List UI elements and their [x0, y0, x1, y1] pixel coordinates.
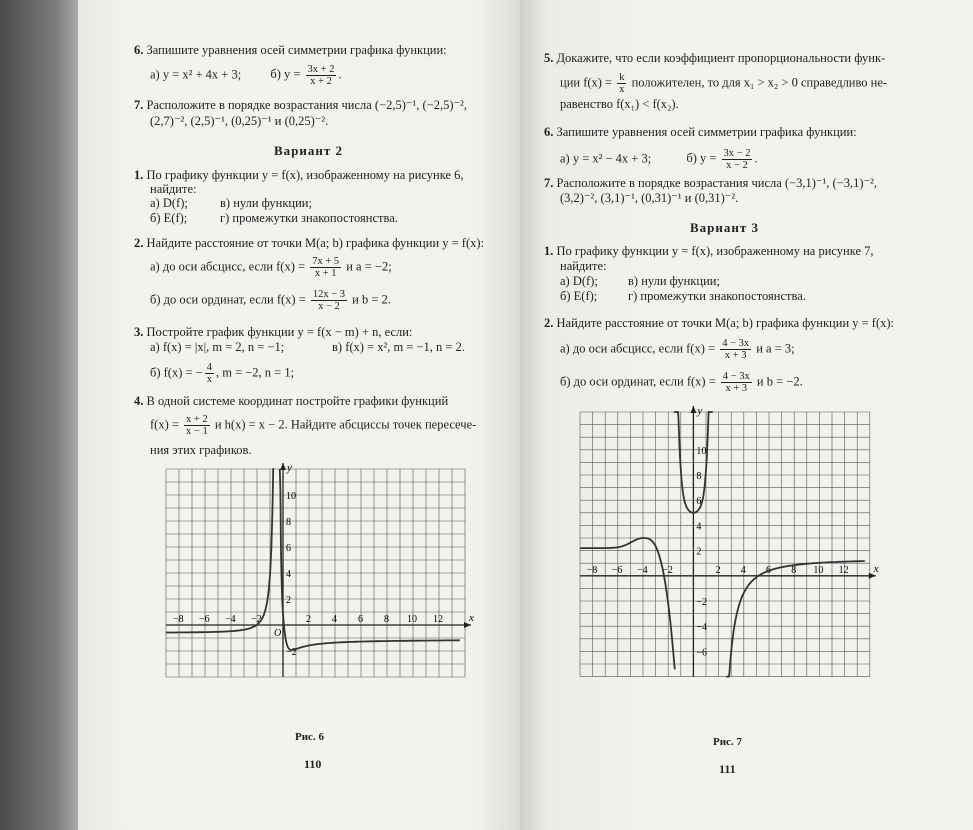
fraction [306, 64, 337, 87]
problem-text-cont: равенство f(x₁) < f(x₂). [560, 97, 679, 111]
option-text: и b = 2. [352, 292, 391, 307]
punct: . [754, 151, 758, 166]
x-tick-label: 10 [813, 564, 824, 576]
page-111 [520, 0, 973, 830]
option-text: б) f(x) = − [150, 365, 203, 380]
scan-background [0, 0, 78, 830]
fraction-num: 4 [206, 362, 212, 373]
y-tick-label: 10 [696, 445, 707, 457]
x-tick-label: 6 [766, 564, 771, 576]
fraction-num: 4 − 3x [722, 338, 750, 349]
problem-number: 2. [544, 316, 554, 330]
y-tick-label: −2 [286, 647, 297, 658]
y-tick-label: 4 [696, 521, 702, 533]
problem-number: 5. [544, 51, 554, 65]
y-tick-label: 8 [696, 471, 702, 482]
problem-text-cont: (3,2)⁻², (3,1)⁻¹, (0,31)⁻¹ и (0,31)⁻². [560, 191, 739, 205]
fraction-den: x − 2 [726, 160, 748, 171]
option-text: и b = −2. [756, 374, 803, 389]
option-b: б) E(f); [560, 289, 598, 303]
y-tick-label: 8 [286, 517, 291, 528]
problem-number: 6. [544, 125, 554, 139]
problem-text: Постройте график функции y = f(x − m) + n, если: [146, 325, 413, 339]
option-text: и a = 3; [756, 341, 795, 356]
y-tick-label: 6 [696, 496, 702, 508]
fraction-num: 3x + 2 [307, 64, 335, 75]
fraction [722, 148, 753, 171]
option-text: ции f(x) = [560, 75, 613, 90]
fraction-den: x − 1 [186, 426, 208, 437]
problem-4-left-line2 [150, 414, 476, 437]
y-tick-label: −6 [696, 647, 708, 659]
problem-2-left-b [150, 289, 391, 312]
problem-text: Докажите, что если коэффициент пропорциональности функ- [556, 51, 886, 65]
problem-3-left-b [150, 362, 294, 385]
problem-number: 3. [134, 325, 144, 339]
x-tick-label: 2 [715, 564, 721, 576]
problem-number: 6. [134, 43, 144, 57]
problem-6-left [134, 43, 447, 58]
x-tick-label: 8 [791, 564, 797, 576]
option-v: в) нули функции; [628, 274, 720, 288]
figure-caption: Рис. 7 [713, 736, 742, 748]
problem-text: Расположите в порядке возрастания числа (−3,1)⁻¹, (−3,1)⁻², [556, 176, 877, 190]
x-tick-label: −2 [251, 614, 262, 625]
option-a: а) D(f); [150, 196, 188, 210]
fraction-den: x [206, 374, 212, 385]
problem-1-right [544, 244, 874, 259]
option-text: и h(x) = x − 2. Найдите абсциссы точек пересече- [214, 417, 477, 432]
option-g: г) промежутки знакопостоянства. [628, 289, 806, 303]
fraction [205, 362, 214, 385]
option-text: положителен, то для x₁ > x₂ > 0 справедливо не- [631, 75, 888, 90]
fraction-den: x + 1 [314, 268, 337, 279]
x-tick-label: 2 [306, 614, 311, 625]
x-tick-label: −8 [173, 614, 184, 625]
y-tick-label: 2 [286, 595, 291, 606]
problem-text: По графику функции y = f(x), изображенному на рисунке 7, [556, 244, 874, 258]
problem-text: Расположите в порядке возрастания числа (−2,5)⁻¹, (−2,5)⁻², [146, 98, 467, 112]
option-text: а) до оси абсцисс, если f(x) = [560, 341, 716, 356]
x-tick-label: 8 [384, 614, 389, 625]
problem-text: Запишите уравнения осей симметрии графика функции: [556, 125, 857, 139]
option-text: б) до оси ординат, если f(x) = [560, 374, 716, 389]
x-tick-label: 12 [838, 564, 849, 576]
option-b: б) y = [270, 67, 301, 82]
problem-text-cont: ния этих графиков. [150, 443, 252, 457]
function-curve [726, 561, 865, 677]
fraction [617, 72, 626, 95]
problem-text-cont: найдите: [150, 182, 197, 196]
option-text: б) до оси ординат, если f(x) = [150, 292, 306, 307]
fraction-den: x [619, 84, 625, 95]
y-axis-label: y [697, 405, 703, 417]
function-curve [580, 538, 675, 669]
x-tick-label: 4 [332, 614, 337, 625]
x-tick-label: −6 [611, 564, 623, 576]
page-number: 111 [719, 762, 736, 776]
problem-1-left [134, 168, 464, 183]
x-axis-label: x [873, 562, 879, 575]
problem-text: Найдите расстояние от точки M(a; b) графика функции y = f(x): [556, 316, 895, 330]
fraction [184, 414, 210, 437]
page-110 [78, 0, 520, 830]
option-b: б) y = [686, 151, 717, 166]
problem-2-left [134, 236, 484, 251]
fraction [720, 338, 751, 361]
problem-text-cont: (2,7)⁻², (2,5)⁻¹, (0,25)⁻¹ и (0,25)⁻². [150, 114, 329, 128]
option-v: в) нули функции; [220, 196, 312, 210]
problem-6-right-options [560, 148, 758, 171]
option-a: а) D(f); [560, 274, 598, 288]
x-tick-label: −4 [225, 614, 236, 625]
y-axis-label: y [287, 462, 292, 474]
problem-number: 1. [544, 244, 554, 258]
problem-6-right [544, 125, 857, 140]
figure-caption: Рис. 6 [295, 731, 324, 743]
figure-6-graph [162, 462, 474, 727]
fraction-num: 7x + 5 [312, 256, 340, 267]
problem-2-left-a [150, 256, 392, 279]
option-b: б) E(f); [150, 211, 188, 225]
problem-7-right [544, 176, 877, 191]
option-a: а) y = x² + 4x + 3; [150, 67, 242, 82]
option-v: в) f(x) = x², m = −1, n = 2. [332, 340, 465, 354]
option-text: f(x) = [150, 417, 179, 432]
problem-text-cont: найдите: [560, 259, 607, 273]
problem-text: По графику функции y = f(x), изображенному на рисунке 6, [146, 168, 464, 182]
problem-5-right-line2 [560, 72, 887, 95]
function-curve [166, 469, 274, 633]
fraction [311, 289, 347, 312]
figure-7-graph [576, 405, 884, 732]
fraction-num: x + 2 [186, 414, 208, 425]
y-tick-label: −4 [696, 622, 708, 634]
x-tick-label: −4 [637, 564, 648, 576]
origin-label: O [274, 628, 282, 639]
y-tick-label: 6 [286, 543, 291, 554]
x-axis-label: x [469, 612, 474, 624]
variant-heading: Вариант 3 [690, 220, 760, 235]
fraction [310, 256, 341, 279]
x-tick-label: 4 [740, 564, 746, 576]
option-a: а) y = x² − 4x + 3; [560, 151, 652, 166]
fraction-num: 4 − 3x [722, 371, 750, 382]
fraction-den: x − 2 [318, 301, 340, 312]
problem-6-left-options [150, 64, 342, 87]
problem-3-left [134, 325, 412, 340]
fraction-num: 3x − 2 [723, 148, 751, 159]
x-tick-label: 10 [407, 614, 417, 625]
problem-text: Запишите уравнения осей симметрии графика функции: [146, 43, 447, 57]
y-axis-arrow [690, 406, 696, 413]
x-tick-label: −6 [199, 614, 210, 625]
x-tick-label: 12 [433, 614, 443, 625]
x-tick-label: 6 [358, 614, 363, 625]
problem-2-right [544, 316, 894, 331]
page-number: 110 [304, 757, 322, 771]
option-text: а) до оси абсцисс, если f(x) = [150, 259, 306, 274]
option-text: , m = −2, n = 1; [215, 365, 295, 380]
problem-text: В одной системе координат постройте графики функций [146, 394, 449, 408]
y-axis-arrow [280, 463, 286, 470]
y-tick-label: 2 [696, 546, 702, 558]
fraction [721, 371, 752, 394]
fraction-num: 12x − 3 [312, 289, 346, 300]
punct: . [338, 67, 342, 82]
y-tick-label: 4 [286, 569, 291, 580]
problem-number: 7. [544, 176, 554, 190]
fraction-den: x + 3 [725, 383, 748, 394]
y-tick-label: −2 [696, 597, 708, 608]
y-tick-label: 10 [286, 491, 296, 502]
x-tick-label: −2 [662, 564, 673, 576]
problem-number: 1. [134, 168, 144, 182]
option-a: а) f(x) = |x|, m = 2, n = −1; [150, 340, 285, 354]
problem-2-right-a [560, 338, 795, 361]
problem-text: Найдите расстояние от точки M(a; b) графика функции y = f(x): [146, 236, 485, 250]
problem-2-right-b [560, 371, 803, 394]
fraction-num: k [619, 72, 625, 83]
fraction-den: x + 2 [310, 76, 332, 87]
problem-4-left [134, 394, 448, 409]
problem-7-left [134, 98, 467, 113]
fraction-den: x + 3 [724, 350, 747, 361]
problem-5-right [544, 51, 885, 66]
problem-number: 4. [134, 394, 144, 408]
x-tick-label: −8 [586, 564, 598, 576]
variant-heading: Вариант 2 [274, 143, 344, 158]
option-text: и a = −2; [346, 259, 392, 274]
problem-number: 2. [134, 236, 144, 250]
option-g: г) промежутки знакопостоянства. [220, 211, 398, 225]
problem-number: 7. [134, 98, 144, 112]
